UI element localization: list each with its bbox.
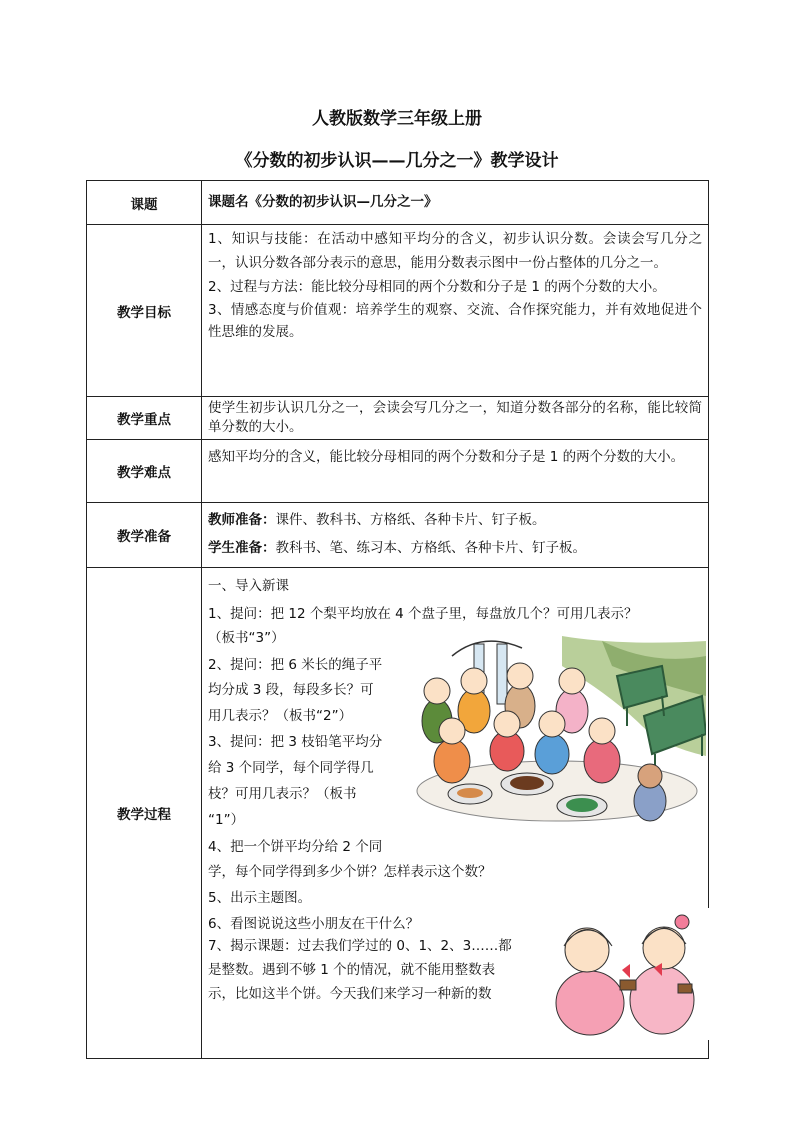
page-title-line1: 人教版数学三年级上册: [312, 109, 482, 129]
process-label: 教学过程: [87, 568, 202, 1059]
difficulties-value: 感知平均分的含义，能比较分母相同的两个分数和分子是 1 的两个分数的大小。: [202, 440, 709, 503]
picnic-illustration-icon: [412, 636, 706, 830]
process-line: 均分成 3 段，每段多长？可: [208, 682, 374, 698]
process-line: 1、提问：把 12 个梨平均放在 4 个盘子里，每盘放几个？可用几表示？: [208, 606, 638, 622]
process-line: 3、提问：把 3 枝铅笔平均分: [208, 734, 383, 750]
key-points-label: 教学重点: [87, 397, 202, 440]
process-line: 学，每个同学得到多少个饼？怎样表示这个数？: [208, 864, 492, 880]
page-title-line2: 《分数的初步认识——几分之一》教学设计: [235, 151, 559, 171]
process-line: （板书“3”）: [208, 630, 285, 646]
girls-sharing-cake-icon: [542, 908, 712, 1040]
process-cell: [202, 568, 709, 1059]
topic-value: 课题名《分数的初步认识—几分之一》: [202, 181, 709, 225]
process-line: 示，比如这半个饼。今天我们来学习一种新的数: [208, 986, 492, 1002]
process-line: 2、提问：把 6 米长的绳子平: [208, 657, 383, 673]
goal-item: 3、情感态度与价值观：培养学生的观察、交流、合作探究能力，并有效地促进个性思维的发展。: [208, 302, 702, 340]
process-line: 5、出示主题图。: [208, 890, 312, 906]
student-prep-label: 学生准备：: [208, 540, 276, 556]
teacher-prep-value: 课件、教科书、方格纸、各种卡片、钉子板。: [275, 512, 546, 528]
process-line: 给 3 个同学，每个同学得几: [208, 760, 374, 776]
process-line: 7、揭示课题：过去我们学过的 0、1、2、3……都: [208, 938, 512, 954]
process-line: 6、看图说说这些小朋友在干什么？: [208, 916, 420, 932]
process-line: “1”）: [208, 812, 245, 828]
goal-item: 2、过程与方法：能比较分母相同的两个分数和分子是 1 的两个分数的大小。: [208, 279, 666, 295]
goal-item: 1、知识与技能：在活动中感知平均分的含义，初步认识分数。会读会写几分之一，认识分数各部分表示的意思，能用分数表示图中一份占整体的几分之一。: [208, 231, 702, 271]
preparation-label: 教学准备: [87, 503, 202, 568]
preparation-cell: [202, 503, 709, 568]
topic-label: 课题: [87, 181, 202, 225]
student-prep-value: 教科书、笔、练习本、方格纸、各种卡片、钉子板。: [275, 540, 586, 556]
process-line: 4、把一个饼平均分给 2 个同: [208, 839, 383, 855]
student-prep: [208, 534, 702, 562]
difficulties-label: 教学难点: [87, 440, 202, 503]
lesson-plan-table: [86, 180, 709, 1059]
process-line: 是整数。遇到不够 1 个的情况，就不能用整数表: [208, 962, 496, 978]
key-points-value: 使学生初步认识几分之一，会读会写几分之一，知道分数各部分的名称，能比较简单分数的大小。: [202, 397, 709, 440]
goals-cell: [202, 225, 709, 397]
process-line: 用几表示？（板书“2”）: [208, 708, 353, 724]
teacher-prep-label: 教师准备：: [208, 512, 276, 528]
process-line: 一、导入新课: [208, 578, 289, 594]
teacher-prep: [208, 506, 702, 534]
process-line: 枝？可用几表示？（板书: [208, 786, 357, 802]
goals-label: 教学目标: [87, 225, 202, 397]
